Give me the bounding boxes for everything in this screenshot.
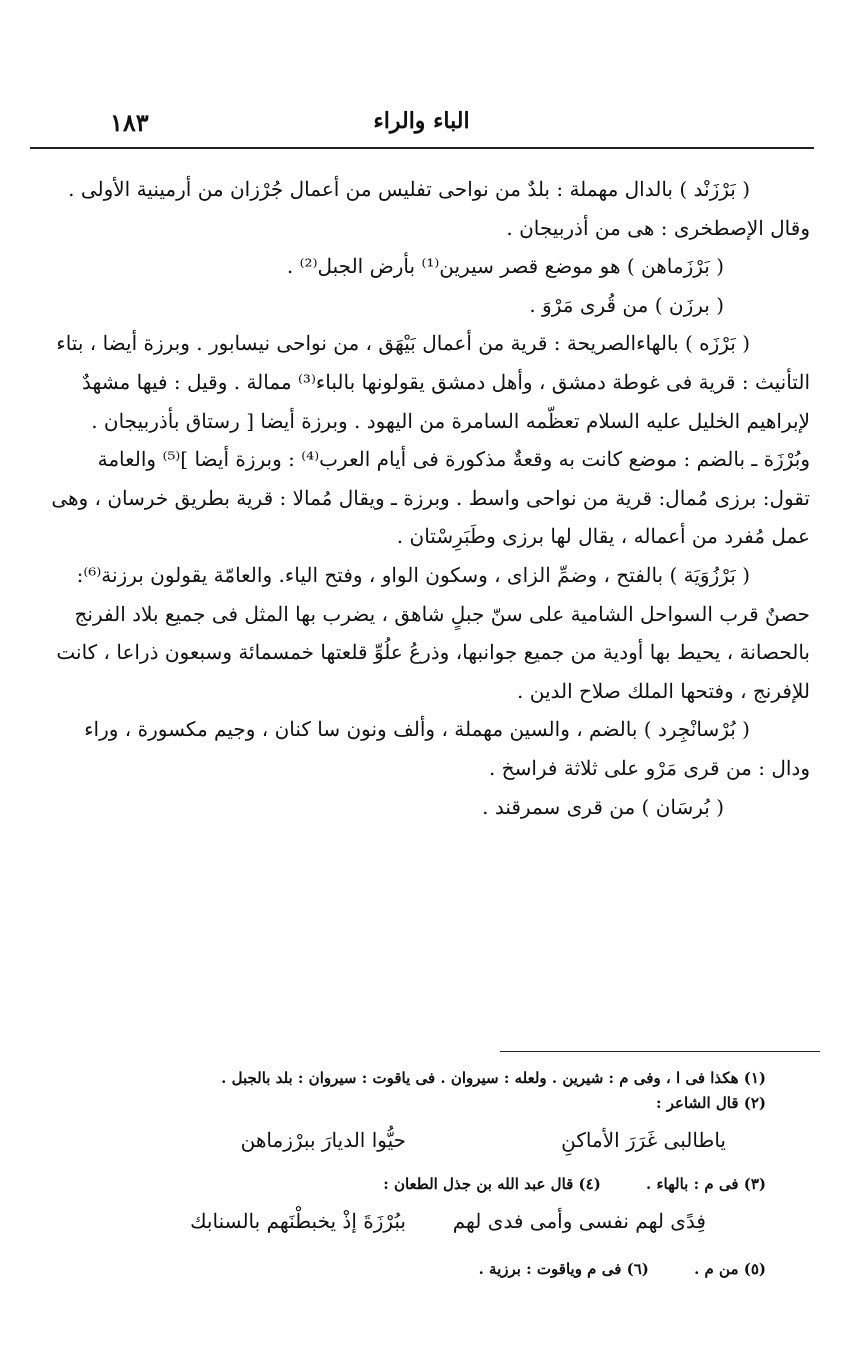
- text-line: حصنٌ قرب السواحل الشامية على سنّ جبلٍ شاهق ، يضرب بها المثل فى جميع بلاد الفرنج: [74, 601, 810, 626]
- footnotes: [60, 1066, 766, 1282]
- text-line: عمل مُفرد من أعماله ، يقال لها برزى وطَبَرِسْتان .: [396, 524, 810, 549]
- footnote-1: (١) هكذا فى ا ، وفى م : شيرين . ولعله : سيروان . فى ياقوت : سيروان : بلد بالجبل .: [221, 1069, 766, 1087]
- verse-2-first-hemistich: فِدًى لهم نفسى وأمى فدى لهم: [452, 1209, 706, 1233]
- verse-1-first-hemistich: ياطالبى غَرَرَ الأماكنِ: [561, 1128, 726, 1152]
- footnote-rule: [500, 1051, 820, 1052]
- footnote-3: (٣) فى م : بالهاء .: [646, 1175, 766, 1193]
- entry-barzamahin: ( بَرْزَماهن ) هو موضع قصر سيرين⁽¹⁾ بأرض الجبل⁽²⁾ .: [286, 254, 724, 279]
- entry-barzand: ( بَرْزَنْد ) بالدال مهملة : بلدٌ من نواحى تفليس من أعمال جُرْزان من أرمينية الأولى .: [68, 177, 750, 201]
- text-line: ودال : من قرى مَرْو على ثلاثة فراسخ .: [488, 755, 810, 780]
- verse-2: [60, 1197, 766, 1257]
- text-line: وبُرْزَة ـ بالضم : موضع كانت به وقعةٌ مذكورة فى أيام العرب⁽⁴⁾ : وبرزة أيضا ]⁽⁵⁾ والعامة: [97, 447, 810, 472]
- running-title: الباء والراء: [373, 108, 470, 134]
- footnotes-3-4: [60, 1172, 766, 1197]
- footnote-2: (٢) قال الشاعر :: [655, 1094, 766, 1112]
- main-text: [44, 170, 810, 826]
- entry-bursanjird: ( بُرْسانْجِرد ) بالضم ، والسين مهملة ، وألف ونون سا كنان ، وجيم مكسورة ، وراء: [84, 717, 750, 742]
- footnote-6: (٦) فى م وياقوت : برزية .: [478, 1260, 649, 1278]
- text-line: وقال الإصطخرى : هى من أذربيجان .: [506, 215, 810, 240]
- page-number: ١٨٣: [110, 108, 149, 137]
- entry-barzuyah: ( بَرْزُوَيَة ) بالفتح ، وضمِّ الزاى ، وسكون الواو ، وفتح الياء. والعامّة يقولون برزنة⁽⁶⁾:: [76, 562, 750, 587]
- header-rule: [30, 147, 814, 149]
- verse-1: [60, 1116, 766, 1172]
- page-header: [30, 108, 813, 148]
- entry-barzan: ( برزَن ) من قُرى مَرْوَ .: [529, 292, 724, 317]
- text-line: التأنيث : قرية فى غوطة دمشق ، وأهل دمشق يقولونها بالباء⁽³⁾ ممالة . وقيل : فيها مشهدٌ: [82, 369, 810, 394]
- text-line: بالحصانة ، يحيط بها أودية من جميع جوانبها، وذرعُ علُوِّ قلعتها خمسمائة وسبعون ذراعا ، كانت: [56, 640, 810, 665]
- footnotes-5-6: [60, 1257, 766, 1282]
- text-line: للإفرنج ، وفتحها الملك صلاح الدين .: [517, 678, 810, 703]
- footnote-4: (٤) قال عبد الله بن جذل الطعان :: [383, 1175, 601, 1193]
- footnote-5: (٥) من م .: [694, 1260, 766, 1278]
- text-line: لإبراهيم الخليل عليه السلام تعظّمه السامرة من اليهود . وبرزة أيضا [ رستاق بأذربيجان .: [91, 408, 810, 433]
- verse-2-second-hemistich: ببُرْزَةَ إذْ يخبطْنَهم بالسنابك: [190, 1209, 406, 1233]
- entry-bursan: ( بُرسَان ) من قرى سمرقند .: [482, 794, 724, 819]
- entry-barzah: ( بَرْزَه ) بالهاءالصريحة : قرية من أعمال بَيْهَق ، من نواحى نيسابور . وبرزة أيضا ، بتاء: [56, 331, 750, 356]
- verse-1-second-hemistich: حيُّوا الديارَ ببرْزماهن: [240, 1128, 406, 1152]
- text-line: تقول: برزى مُمال: قرية من نواحى واسط . وبرزة ـ ويقال مُمالا : قرية بطريق خرسان ، وهى: [51, 485, 810, 510]
